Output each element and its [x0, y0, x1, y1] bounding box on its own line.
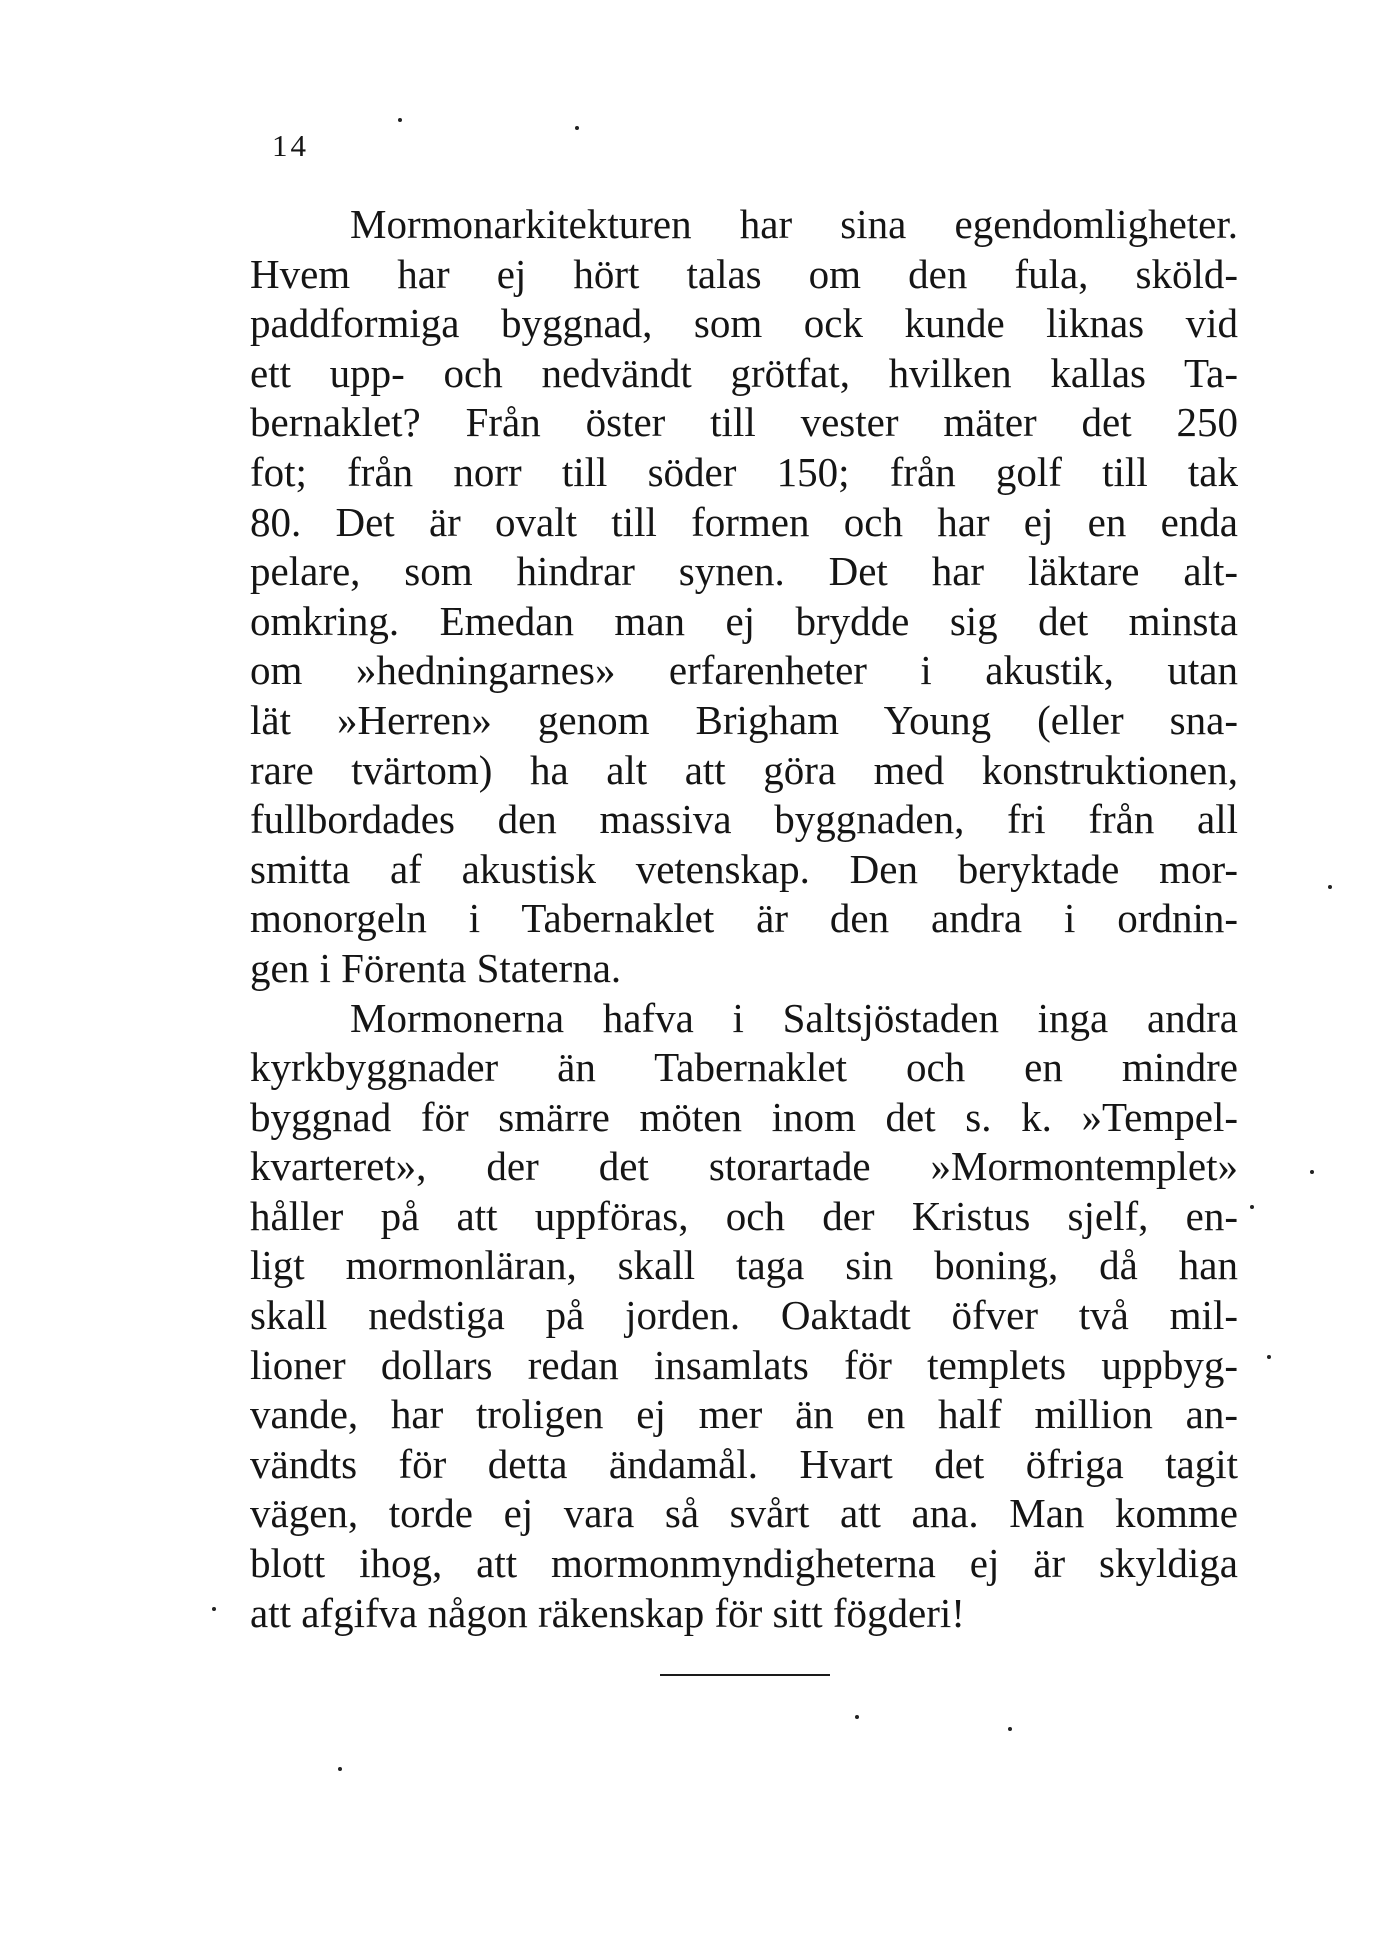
text-line: bernaklet? Från öster till vester mäter det 250 [250, 399, 1238, 446]
page-number: 14 [272, 128, 309, 163]
text-line: ligt mormonläran, skall taga sin boning, då han [250, 1242, 1238, 1289]
text-line: kyrkbyggnader än Tabernaklet och en mindre [250, 1044, 1238, 1091]
body-text [250, 200, 1238, 1638]
scan-speck [1008, 1727, 1012, 1731]
scan-speck [1250, 1205, 1254, 1209]
scan-speck [398, 118, 402, 122]
text-line: lioner dollars redan insamlats för templets uppbyg- [250, 1341, 1238, 1388]
text-line: omkring. Emedan man ej brydde sig det minsta [250, 597, 1238, 644]
section-end-rule [660, 1674, 830, 1676]
scan-speck [1267, 1355, 1271, 1359]
text-line: paddformiga byggnad, som ock kunde liknas vid [250, 300, 1238, 347]
text-line: pelare, som hindrar synen. Det har läktare alt- [250, 548, 1238, 595]
text-line: byggnad för smärre möten inom det s. k. »Tempel- [250, 1093, 1238, 1140]
text-line: gen i Förenta Staterna. [250, 944, 622, 991]
text-line: blott ihog, att mormonmyndigheterna ej är skyldiga [250, 1540, 1238, 1587]
text-line: 80. Det är ovalt till formen och har ej en enda [250, 498, 1238, 545]
text-line: vande, har troligen ej mer än en half million an- [250, 1391, 1238, 1438]
scan-speck [855, 1715, 859, 1719]
text-line: rare tvärtom) ha alt att göra med konstruktionen, [250, 746, 1238, 793]
text-line: fullbordades den massiva byggnaden, fri från all [250, 796, 1238, 843]
text-line: vändts för detta ändamål. Hvart det öfriga tagit [250, 1440, 1238, 1487]
text-line: Hvem har ej hört talas om den fula, sköld- [250, 250, 1238, 297]
text-line: skall nedstiga på jorden. Oaktadt öfver två mil- [250, 1292, 1238, 1339]
text-line: kvarteret», der det storartade »Mormontemplet» [250, 1143, 1238, 1190]
text-line: Mormonarkitekturen har sina egendomligheter. [350, 201, 1238, 247]
text-line: håller på att uppföras, och der Kristus sjelf, en- [250, 1192, 1238, 1239]
text-line: monorgeln i Tabernaklet är den andra i ordnin- [250, 895, 1238, 942]
scan-speck [575, 126, 579, 130]
scan-speck [338, 1767, 342, 1771]
text-line: lät »Herren» genom Brigham Young (eller sna- [250, 696, 1238, 743]
text-line: att afgifva någon räkenskap för sitt fögderi! [250, 1589, 965, 1636]
scan-speck [212, 1607, 216, 1611]
text-line: ett upp- och nedvändt grötfat, hvilken kallas Ta- [250, 349, 1238, 396]
text-line: smitta af akustisk vetenskap. Den beryktade mor- [250, 845, 1238, 892]
scan-speck [1328, 885, 1332, 889]
scan-speck [1310, 1170, 1314, 1174]
text-line: Mormonerna hafva i Saltsjöstaden inga andra [350, 994, 1238, 1041]
text-line: om »hedningarnes» erfarenheter i akustik, utan [250, 647, 1238, 694]
text-line: vägen, torde ej vara så svårt att ana. Man komme [250, 1490, 1238, 1537]
text-line: fot; från norr till söder 150; från golf till tak [250, 448, 1238, 495]
